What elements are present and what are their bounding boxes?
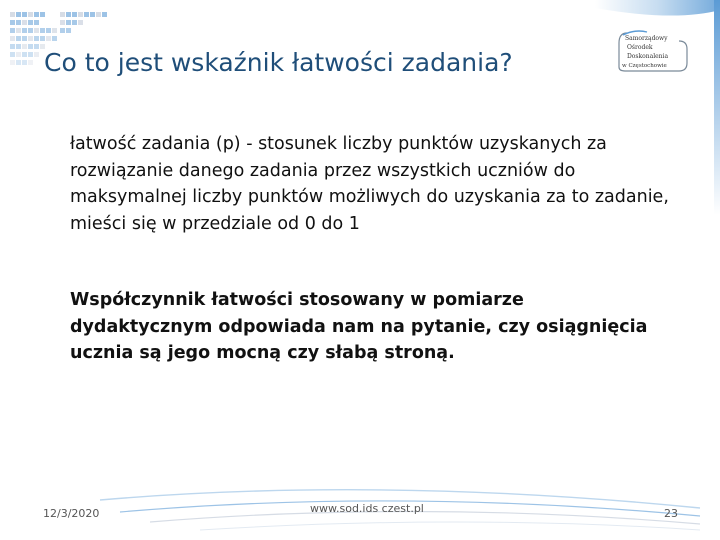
- decorative-dot: [22, 12, 27, 17]
- decorative-dot: [60, 20, 65, 25]
- decorative-dot: [28, 60, 33, 65]
- decorative-dot: [34, 44, 39, 49]
- definition-paragraph: łatwość zadania (p) - stosunek liczby punktów uzyskanych za rozwiązanie danego zadania przez wszystkich uczniów do maksymalnej liczby punktów możliwych do uzyskania za to zadanie, mieści się w przedziale od 0 do 1: [70, 134, 669, 234]
- decorative-dot: [22, 28, 27, 33]
- decorative-dot: [22, 60, 27, 65]
- decorative-dot: [28, 12, 33, 17]
- decorative-dot: [22, 20, 27, 25]
- decorative-dot: [28, 36, 33, 41]
- decorative-dot: [16, 52, 21, 57]
- decorative-dot: [10, 20, 15, 25]
- logo-line-2: Ośrodek: [627, 44, 653, 51]
- decorative-dot: [16, 20, 21, 25]
- decorative-dot: [16, 28, 21, 33]
- slide-title: Co to jest wskaźnik łatwości zadania?: [44, 48, 513, 77]
- decorative-dot: [10, 12, 15, 17]
- decorative-dot: [102, 12, 107, 17]
- decorative-dot: [66, 28, 71, 33]
- decorative-dot: [22, 36, 27, 41]
- decorative-dot: [28, 44, 33, 49]
- decorative-dot: [10, 60, 15, 65]
- page-number: 23: [664, 507, 678, 520]
- decorative-dot: [16, 44, 21, 49]
- decorative-dot: [66, 12, 71, 17]
- logo-line-1: Samorządowy: [625, 35, 668, 42]
- decorative-dot: [34, 20, 39, 25]
- decorative-dot: [10, 52, 15, 57]
- logo-line-3: Doskonalenia: [627, 53, 669, 60]
- decorative-dot: [60, 28, 65, 33]
- top-accent-bar: [595, 0, 720, 26]
- decorative-dot: [72, 12, 77, 17]
- decorative-dot: [72, 20, 77, 25]
- decorative-dot: [28, 20, 33, 25]
- decorative-dot: [46, 28, 51, 33]
- decorative-dot: [60, 12, 65, 17]
- decorative-dot: [16, 12, 21, 17]
- decorative-dot: [40, 36, 45, 41]
- decorative-dot: [78, 12, 83, 17]
- right-edge-rule: [714, 0, 720, 215]
- decorative-dot: [22, 52, 27, 57]
- decorative-dot: [40, 28, 45, 33]
- institution-logo: [617, 29, 689, 73]
- decorative-dot: [34, 28, 39, 33]
- footer-date: 12/3/2020: [43, 507, 100, 520]
- decorative-dot: [90, 12, 95, 17]
- decorative-dot: [40, 12, 45, 17]
- decorative-dot: [66, 20, 71, 25]
- footer-url: www.sod.ids czest.pl: [310, 502, 424, 515]
- decorative-dot: [52, 28, 57, 33]
- decorative-dot: [78, 20, 83, 25]
- decorative-dot: [28, 28, 33, 33]
- decorative-dot: [34, 36, 39, 41]
- decorative-dot: [34, 52, 39, 57]
- coefficient-paragraph: Współczynnik łatwości stosowany w pomiarze dydaktycznym odpowiada nam na pytanie, czy osiągnięcia ucznia są jego mocną czy słabą stroną.: [70, 290, 648, 363]
- decorative-dot: [22, 44, 27, 49]
- decorative-dot: [84, 12, 89, 17]
- decorative-dot: [10, 28, 15, 33]
- decorative-dot: [28, 52, 33, 57]
- decorative-dot: [34, 12, 39, 17]
- decorative-dot: [10, 36, 15, 41]
- decorative-dot: [10, 44, 15, 49]
- logo-line-4: w Częstochowie: [622, 63, 667, 69]
- decorative-dot: [96, 12, 101, 17]
- decorative-dot: [16, 36, 21, 41]
- decorative-dot: [16, 60, 21, 65]
- decorative-dot: [52, 36, 57, 41]
- decorative-dot: [46, 36, 51, 41]
